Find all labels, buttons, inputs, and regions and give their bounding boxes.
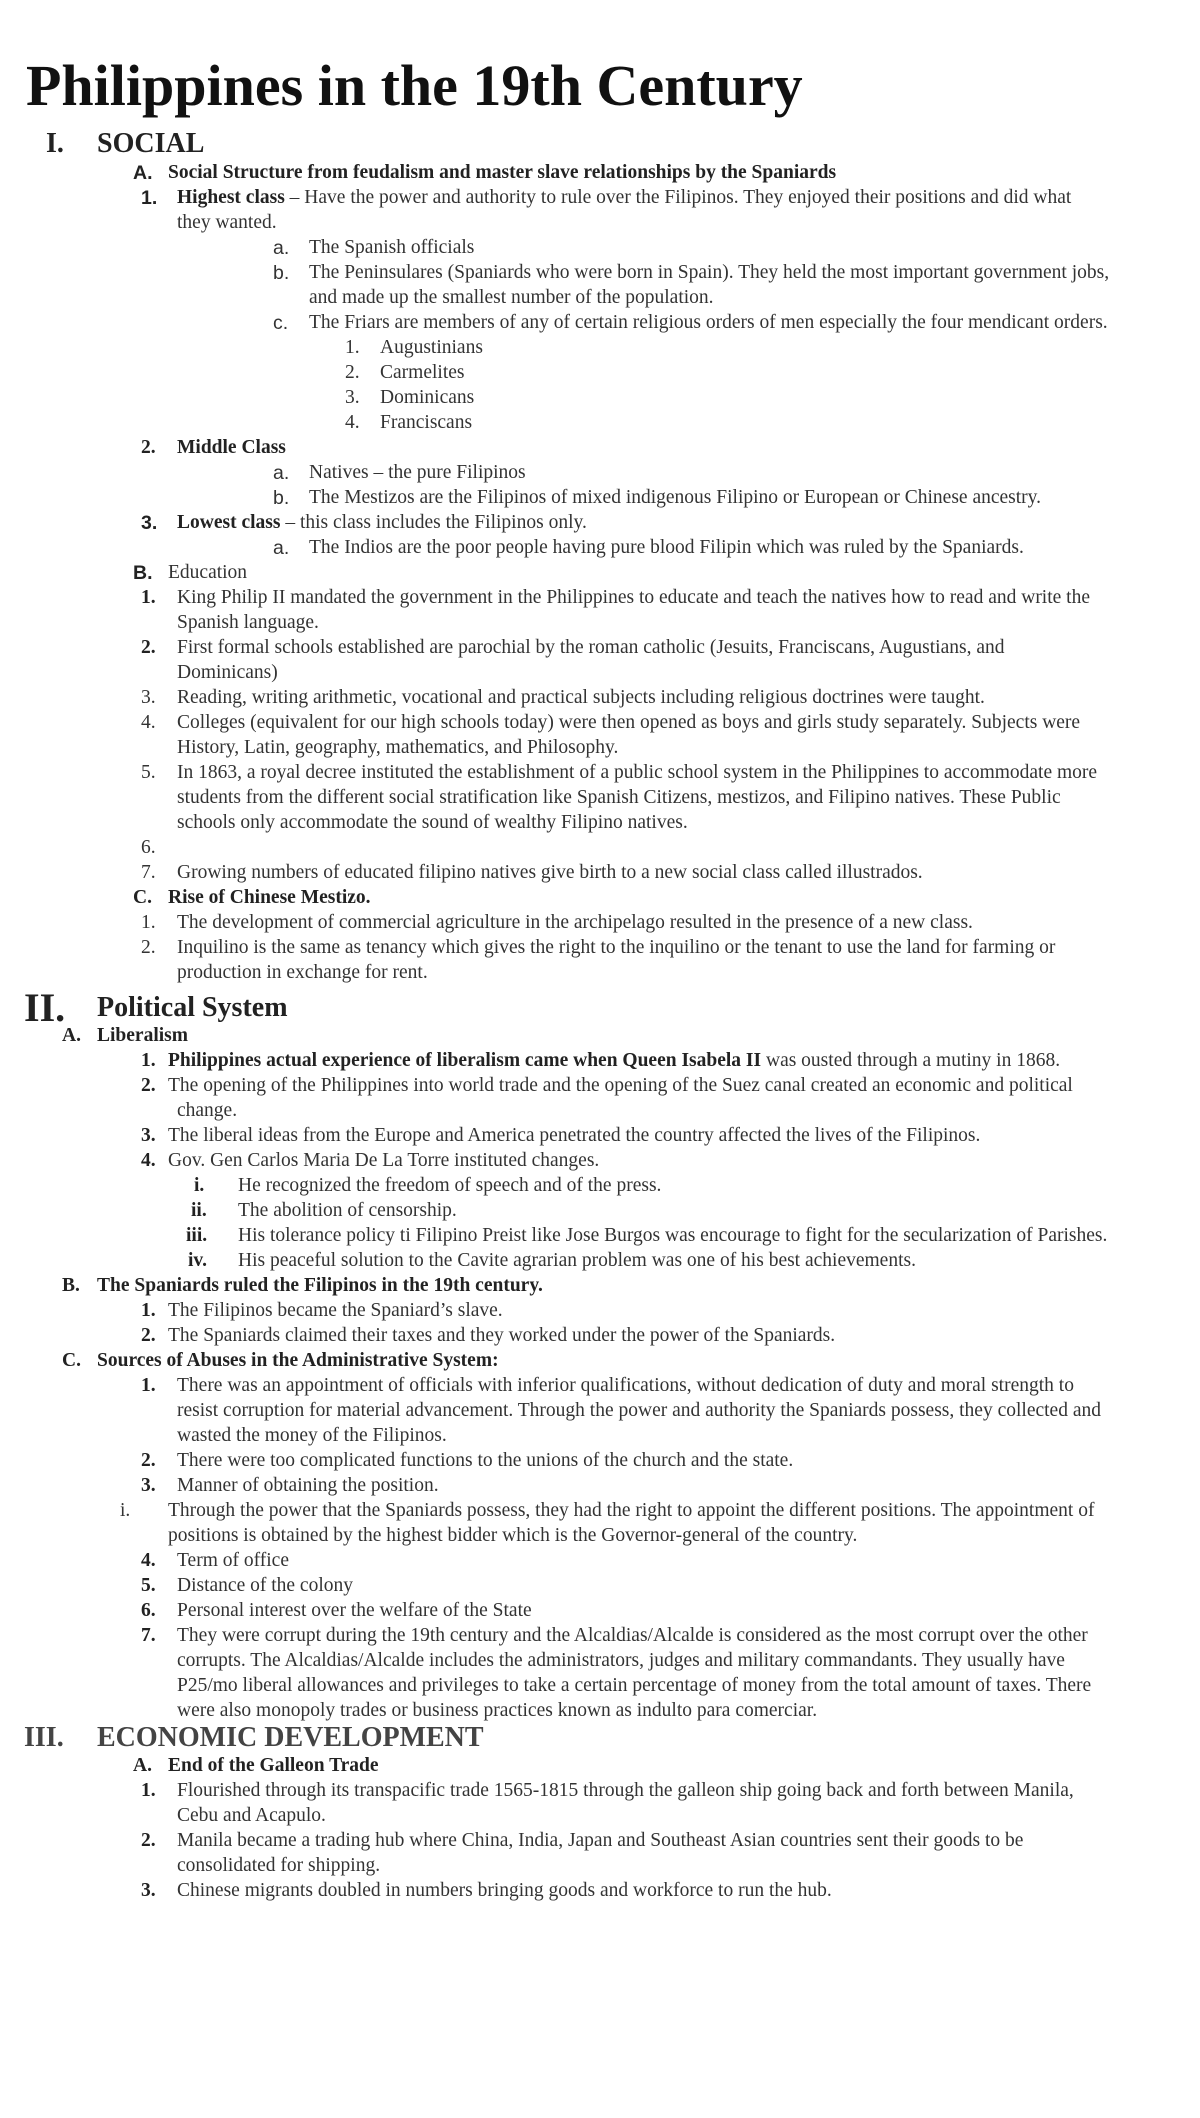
list-number: 1.: [141, 1050, 156, 1071]
list-number: 3.: [141, 1125, 156, 1146]
list-item: Dominicans: [380, 387, 475, 408]
list-item-continued: change.: [177, 1100, 238, 1121]
list-item: Franciscans: [380, 412, 473, 433]
list-number: 5.: [141, 1575, 156, 1596]
subsection-heading: Social Structure from feudalism and master slave relationships by the Spaniards: [168, 162, 837, 183]
list-number: 1.: [345, 337, 360, 358]
subsection-letter: A.: [133, 1755, 152, 1776]
list-item: [168, 1049, 1060, 1074]
list-number: i.: [120, 1500, 131, 1521]
list-number: 4.: [141, 712, 156, 733]
subsection-letter: C.: [133, 887, 152, 908]
list-item: Gov. Gen Carlos Maria De La Torre instituted changes.: [168, 1150, 600, 1171]
list-item: In 1863, a royal decree instituted the establishment of a public school system in the Philippines to accommodate more: [177, 762, 1098, 783]
list-number: 2.: [345, 362, 360, 383]
list-number: 7.: [141, 1625, 156, 1646]
list-item-continued: wasted the money of the Filipinos.: [177, 1425, 447, 1446]
list-number: 3.: [141, 512, 158, 534]
list-item: The Indios are the poor people having pure blood Filipin which was ruled by the Spaniards.: [309, 537, 1024, 558]
list-letter: b.: [273, 487, 290, 509]
list-number: 3.: [345, 387, 360, 408]
list-item-continued: P25/mo liberal allowances and privileges to take a certain percentage of money from the total amount of taxes. There: [177, 1675, 1092, 1696]
list-item: Term of office: [177, 1550, 289, 1571]
list-item: His peaceful solution to the Cavite agrarian problem was one of his best achievements.: [238, 1250, 916, 1271]
subsection-letter: A.: [62, 1025, 81, 1046]
list-item: The Filipinos became the Spaniard’s slave.: [168, 1300, 503, 1321]
subsection-heading: The Spaniards ruled the Filipinos in the 19th century.: [97, 1275, 543, 1296]
list-item-continued: consolidated for shipping.: [177, 1855, 381, 1876]
list-number: iii.: [186, 1225, 208, 1246]
list-letter: a.: [273, 537, 290, 559]
item-text: – this class includes the Filipinos only.: [280, 512, 587, 533]
list-number: 6.: [141, 837, 156, 858]
list-item: The opening of the Philippines into world trade and the opening of the Suez canal created an economic and political: [168, 1075, 1073, 1096]
list-item: The Peninsulares (Spaniards who were born in Spain). They held the most important government jobs,: [309, 262, 1110, 283]
list-item-continued: Spanish language.: [177, 612, 319, 633]
subsection-letter: B.: [62, 1275, 80, 1296]
list-number: 2.: [141, 1830, 156, 1851]
list-item: His tolerance policy ti Filipino Preist like Jose Burgos was encourage to fight for the secularization of Parishes.: [238, 1225, 1108, 1246]
list-number: 2.: [141, 937, 156, 958]
subsection-heading: End of the Galleon Trade: [168, 1755, 379, 1776]
list-number: 4.: [141, 1550, 156, 1571]
list-item: Flourished through its transpacific trade 1565-1815 through the galleon ship going back and forth between Manila,: [177, 1780, 1074, 1801]
list-item: Colleges (equivalent for our high schools today) were then opened as boys and girls study separately. Subjects were: [177, 712, 1081, 733]
list-number: 1.: [141, 187, 158, 209]
list-item: Growing numbers of educated filipino natives give birth to a new social class called illustrados.: [177, 862, 923, 883]
list-item: The Friars are members of any of certain religious orders of men especially the four mendicant orders.: [309, 312, 1108, 333]
list-item-continued: positions is obtained by the highest bidder which is the Governor-general of the country.: [168, 1525, 858, 1546]
list-number: 4.: [141, 1150, 156, 1171]
list-number: 3.: [141, 687, 156, 708]
item-lead: Lowest class: [177, 512, 281, 533]
list-item: Carmelites: [380, 362, 465, 383]
list-number: 1.: [141, 1300, 156, 1321]
list-number: 1.: [141, 1375, 156, 1396]
list-item: Through the power that the Spaniards possess, they had the right to appoint the different positions. The appointment of: [168, 1500, 1095, 1521]
list-item: There were too complicated functions to the unions of the church and the state.: [177, 1450, 794, 1471]
list-item: The Spanish officials: [309, 237, 475, 258]
item-text: was ousted through a mutiny in 1868.: [761, 1050, 1061, 1071]
subsection-heading: Education: [168, 562, 248, 583]
list-item: They were corrupt during the 19th century and the Alcaldias/Alcalde is considered as the most corrupt over the other: [177, 1625, 1088, 1646]
subsection-letter: C.: [62, 1350, 81, 1371]
section-number: III.: [24, 1722, 64, 1753]
list-item: Reading, writing arithmetic, vocational and practical subjects including religious doctrines were taught.: [177, 687, 985, 708]
list-number: 2.: [141, 1450, 156, 1471]
subsection-letter: B.: [133, 562, 153, 584]
list-item-continued: were also monopoly trades or business practices known as indulto para comerciar.: [177, 1700, 818, 1721]
list-item: Manner of obtaining the position.: [177, 1475, 439, 1496]
subsection-heading: Rise of Chinese Mestizo.: [168, 887, 371, 908]
item-text: – Have the power and authority to rule over the Filipinos. They enjoyed their positions and did what: [284, 187, 1072, 208]
list-letter: b.: [273, 262, 290, 284]
list-item: There was an appointment of officials with inferior qualifications, without dedication of duty and moral strength to: [177, 1375, 1074, 1396]
list-item-continued: Cebu and Acapulo.: [177, 1805, 326, 1826]
list-item: First formal schools established are parochial by the roman catholic (Jesuits, Franciscans, Augustians, and: [177, 637, 1005, 658]
list-letter: a.: [273, 237, 290, 259]
list-item: The liberal ideas from the Europe and America penetrated the country affected the lives of the Filipinos.: [168, 1125, 981, 1146]
list-item-continued: History, Latin, geography, mathematics, and Philosophy.: [177, 737, 619, 758]
list-letter: a.: [273, 462, 290, 484]
section-heading: ECONOMIC DEVELOPMENT: [97, 1722, 484, 1753]
list-number: 1.: [141, 1780, 156, 1801]
subsection-heading: Sources of Abuses in the Administrative System:: [97, 1350, 499, 1371]
item-lead: Highest class: [177, 187, 285, 208]
list-number: 5.: [141, 762, 156, 783]
list-number: 4.: [345, 412, 360, 433]
list-item-continued: schools only accommodate the sound of wealthy Filipino natives.: [177, 812, 688, 833]
list-item-continued: corrupts. The Alcaldias/Alcalde includes the administrators, judges and military commandants. They usually have: [177, 1650, 1065, 1671]
list-item: The Spaniards claimed their taxes and they worked under the power of the Spaniards.: [168, 1325, 836, 1346]
list-item: Middle Class: [177, 437, 286, 458]
list-number: 1.: [141, 587, 156, 608]
list-item: [177, 186, 1071, 211]
section-number: II.: [24, 985, 66, 1030]
item-lead: Philippines actual experience of liberalism came when Queen Isabela II: [168, 1050, 762, 1071]
subsection-letter: A.: [133, 162, 153, 184]
section-heading: Political System: [97, 992, 288, 1023]
list-item: He recognized the freedom of speech and of the press.: [238, 1175, 662, 1196]
list-item-continued: they wanted.: [177, 212, 277, 233]
list-item: The Mestizos are the Filipinos of mixed indigenous Filipino or European or Chinese ancestry.: [309, 487, 1042, 508]
list-number: 3.: [141, 1880, 156, 1901]
list-number: 3.: [141, 1475, 156, 1496]
list-number: 2.: [141, 1075, 156, 1096]
list-number: 2.: [141, 1325, 156, 1346]
list-number: ii.: [191, 1200, 207, 1221]
list-letter: c.: [273, 312, 289, 334]
list-item-continued: production in exchange for rent.: [177, 962, 428, 983]
list-item: Inquilino is the same as tenancy which gives the right to the inquilino or the tenant to use the land for farming or: [177, 937, 1056, 958]
list-item: The development of commercial agriculture in the archipelago resulted in the presence of a new class.: [177, 912, 973, 933]
list-number: 2.: [141, 437, 156, 458]
section-heading: SOCIAL: [97, 128, 205, 159]
list-number: iv.: [188, 1250, 207, 1271]
list-item: Distance of the colony: [177, 1575, 353, 1596]
list-number: i.: [194, 1175, 205, 1196]
list-number: 2.: [141, 637, 156, 658]
list-item-continued: students from the different social stratification like Spanish Citizens, mestizos, and Filipino natives. These Public: [177, 787, 1061, 808]
section-number: I.: [46, 128, 64, 159]
list-item: Chinese migrants doubled in numbers bringing goods and workforce to run the hub.: [177, 1880, 832, 1901]
list-item: The abolition of censorship.: [238, 1200, 457, 1221]
list-item: Manila became a trading hub where China, India, Japan and Southeast Asian countries sent their goods to be: [177, 1830, 1024, 1851]
list-item: Personal interest over the welfare of the State: [177, 1600, 532, 1621]
list-number: 6.: [141, 1600, 156, 1621]
list-number: 7.: [141, 862, 156, 883]
list-item: King Philip II mandated the government in the Philippines to educate and teach the natives how to read and write the: [177, 587, 1090, 608]
list-item-continued: resist corruption for material advancement. Through the power and authority the Spaniards possess, they collected and: [177, 1400, 1101, 1421]
list-item: Natives – the pure Filipinos: [309, 462, 526, 483]
subsection-heading: Liberalism: [97, 1025, 188, 1046]
list-item: [177, 511, 587, 536]
list-item-continued: and made up the smallest number of the population.: [309, 287, 714, 308]
page-title: Philippines in the 19th Century: [26, 53, 803, 118]
list-number: 1.: [141, 912, 156, 933]
list-item: Augustinians: [380, 337, 483, 358]
list-item-continued: Dominicans): [177, 662, 278, 683]
